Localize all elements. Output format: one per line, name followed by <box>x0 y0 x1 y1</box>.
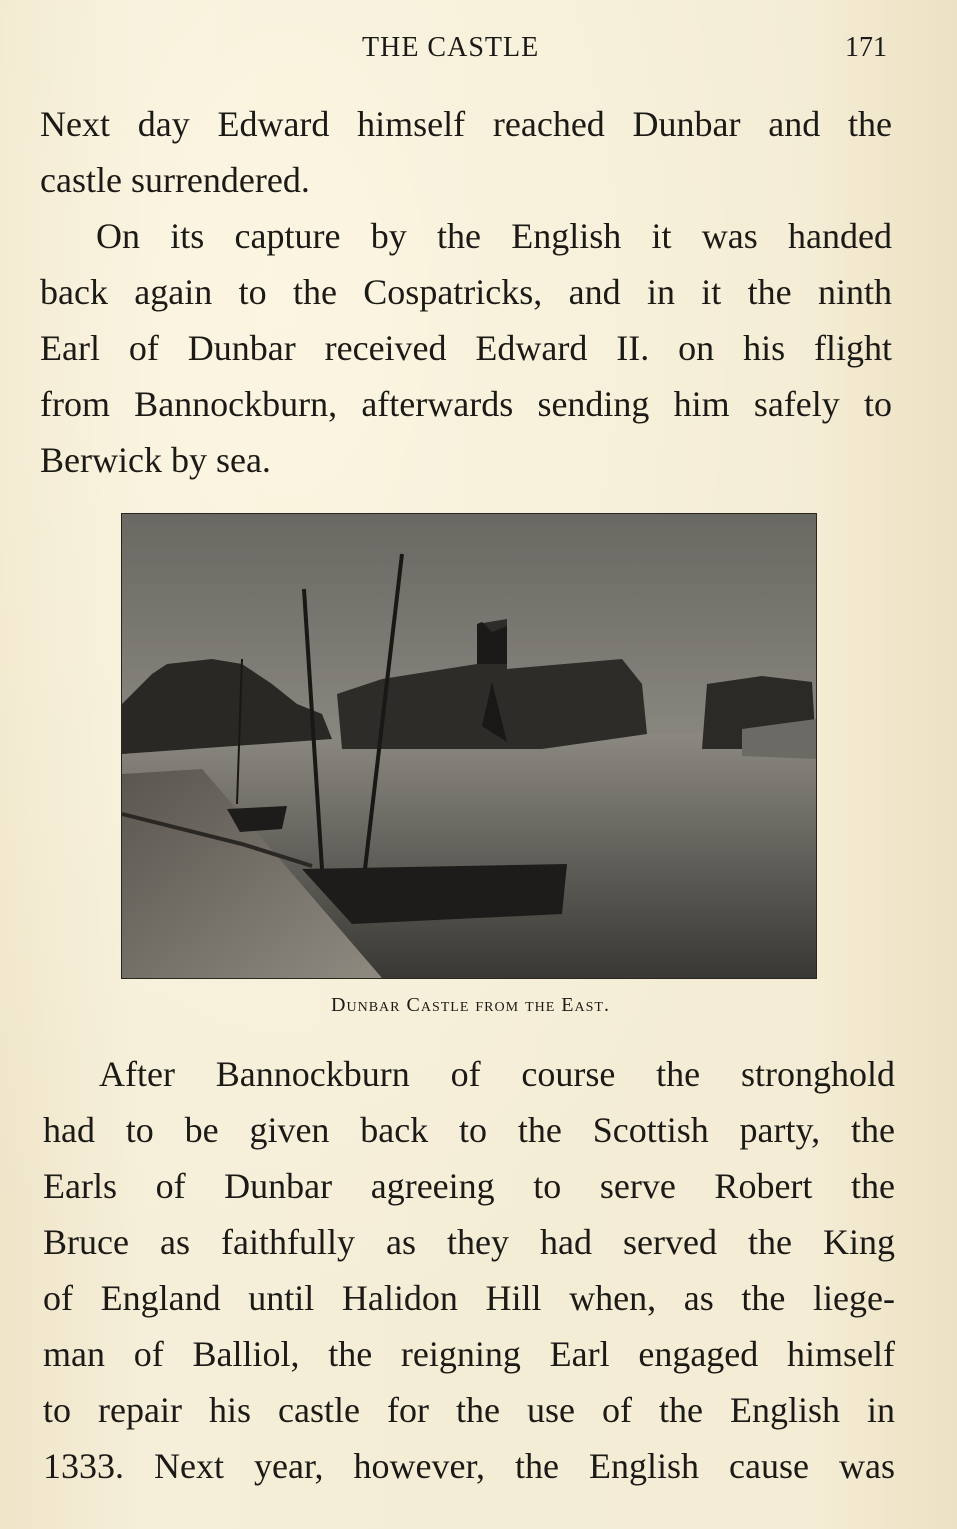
text-line: After Bannockburn of course the stronghold <box>99 1054 895 1094</box>
text-line: from Bannockburn, afterwards sending him safely to <box>40 384 892 424</box>
text-line: On its capture by the English it was handed <box>96 216 892 256</box>
text-line: 1333. Next year, however, the English cause was <box>43 1446 895 1486</box>
text-line: Earls of Dunbar agreeing to serve Robert the <box>43 1166 895 1206</box>
text-line: Earl of Dunbar received Edward II. on his flight <box>40 328 892 368</box>
text-line: had to be given back to the Scottish party, the <box>43 1110 895 1150</box>
text-line: man of Balliol, the reigning Earl engaged himself <box>43 1334 895 1374</box>
text-line: of England until Halidon Hill when, as the liege- <box>43 1278 895 1318</box>
text-line: back again to the Cospatricks, and in it the ninth <box>40 272 892 312</box>
running-title: THE CASTLE <box>362 32 540 63</box>
text-line: to repair his castle for the use of the English in <box>43 1390 895 1430</box>
page-number: 171 <box>845 32 887 63</box>
text-line: Berwick by sea. <box>40 440 271 480</box>
text-line: Next day Edward himself reached Dunbar and the <box>40 104 892 144</box>
harbour-photograph <box>122 514 816 978</box>
body-text-top <box>40 96 892 488</box>
body-text-bottom <box>43 1046 895 1494</box>
running-head <box>0 30 957 70</box>
text-line: castle surrendered. <box>40 160 310 200</box>
photograph-plate <box>121 513 817 979</box>
text-line: Bruce as faithfully as they had served the King <box>43 1222 895 1262</box>
figure-caption: Dunbar Castle from the East. <box>331 994 610 1016</box>
